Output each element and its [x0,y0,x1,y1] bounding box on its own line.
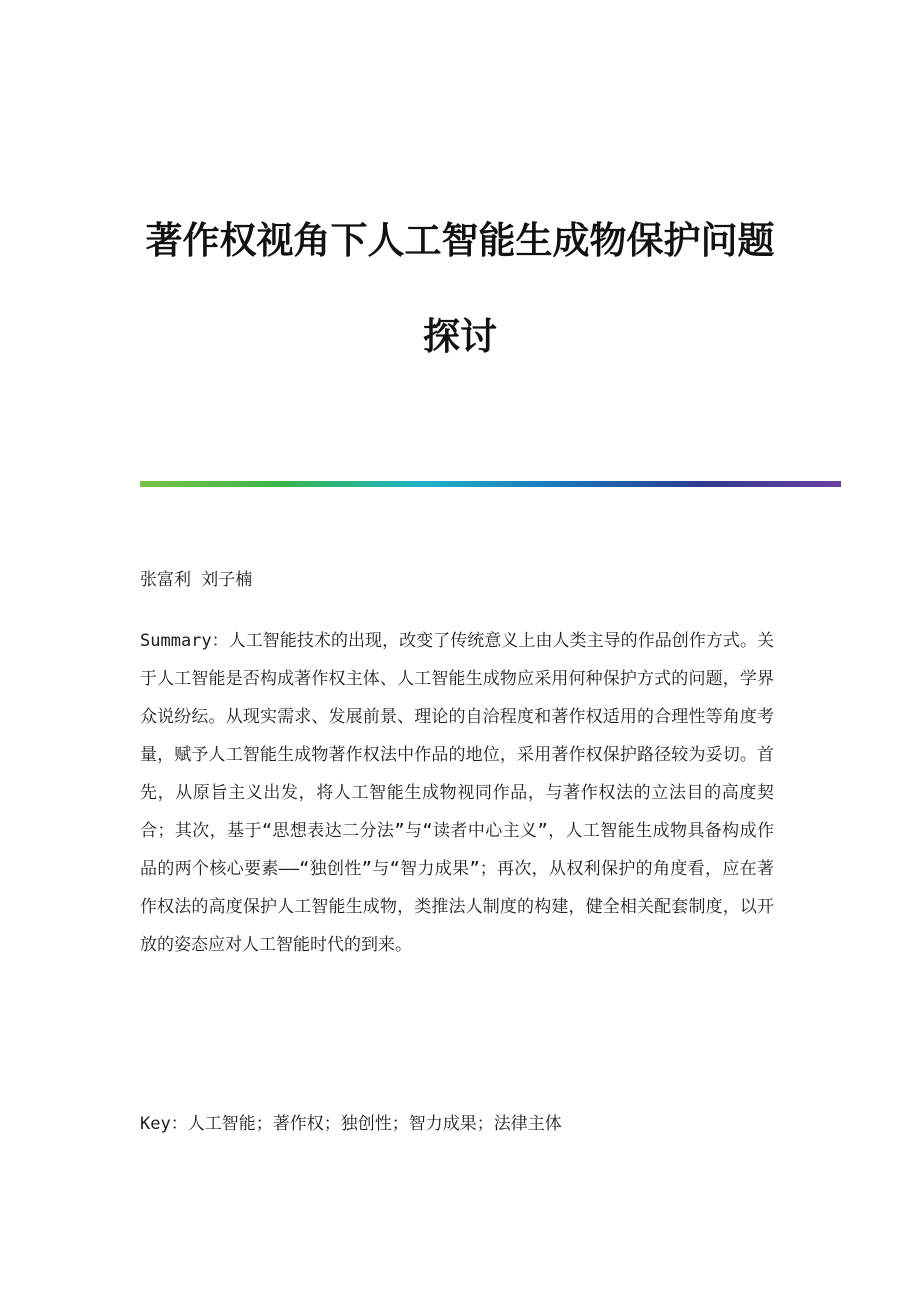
gradient-divider [140,481,841,487]
summary-paragraph: Summary：人工智能技术的出现，改变了传统意义上由人类主导的作品创作方式。关于人工智能是否构成著作权主体、人工智能生成物应采用何种保护方式的问题，学界众说纷纭。从现实需求、发展前景、理论的自洽程度和著作权适用的合理性等角度考量，赋予人工智能生成物著作权法中作品的地位，采用著作权保护路径较为妥切。首先，从原旨主义出发，将人工智能生成物视同作品，与著作权法的立法目的高度契合；其次，基于“思想表达二分法”与“读者中心主义”，人工智能生成物具备构成作品的两个核心要素——“独创性”与“智力成果”；再次，从权利保护的角度看，应在著作权法的高度保护人工智能生成物，类推法人制度的构建，健全相关配套制度，以开放的姿态应对人工智能时代的到来。 [140,631,774,955]
authors: 张富利 刘子楠 [140,570,253,590]
keywords: Key：人工智能；著作权；独创性；智力成果；法律主体 [140,1114,562,1134]
page-title-line-1: 著作权视角下人工智能生成物保护问题 [145,219,775,262]
page-title-line-2: 探讨 [423,315,497,358]
